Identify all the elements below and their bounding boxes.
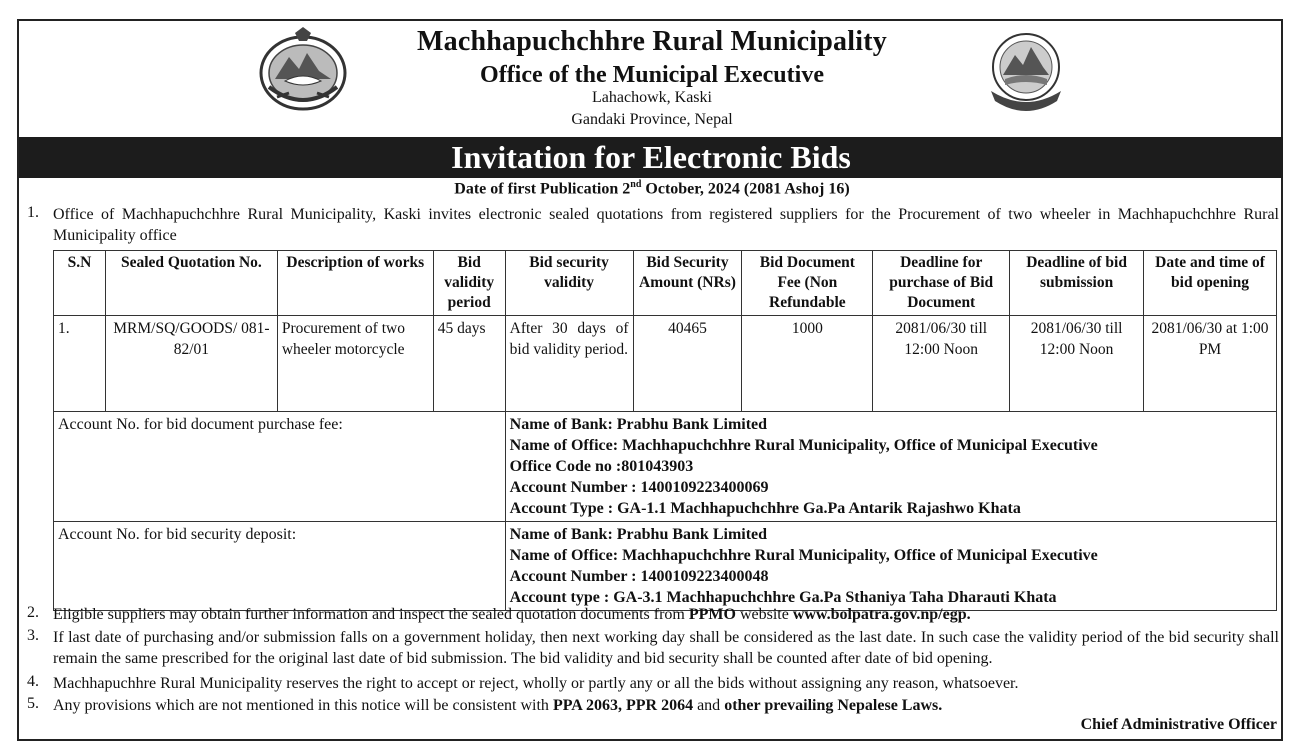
- col-header-submission-deadline: Deadline of bid submission: [1010, 251, 1144, 316]
- item-3-number: 3.: [27, 627, 39, 644]
- account-fee-details: [505, 412, 1276, 522]
- account-fee-bank: Name of Bank: Prabhu Bank Limited: [509, 416, 768, 433]
- signature-title: Chief Administrative Officer: [1080, 716, 1277, 733]
- col-header-opening: Date and time of bid opening: [1144, 251, 1277, 316]
- account-fee-office: Name of Office: Machhapuchchhre Rural Municipality, Office of Municipal Executive: [509, 437, 1098, 454]
- account-fee-office-code: Office Code no :801043903: [509, 458, 694, 475]
- account-fee-type: Account Type : GA-1.1 Machhapuchchhre Ga.Pa Antarik Rajashwo Khata: [509, 500, 1021, 517]
- address-line-1: Lahachowk, Kaski: [592, 89, 712, 106]
- item-2-text: Eligible suppliers may obtain further information and inspect the sealed quotation documents from PPMO website www.bolpatra.gov.np/egp.: [53, 606, 971, 623]
- col-header-security-validity: Bid security validity: [505, 251, 633, 316]
- cell-quotation-no: MRM/SQ/GOODS/ 081-82/01: [105, 316, 277, 412]
- account-security-type: Account type : GA-3.1 Machhapuchchhre Ga.Pa Sthaniya Taha Dharauti Khata: [509, 589, 1057, 606]
- table-header-row: [54, 251, 1277, 316]
- account-fee-label: Account No. for bid document purchase fee:: [54, 412, 506, 522]
- address-line-2: Gandaki Province, Nepal: [571, 111, 733, 128]
- cell-purchase-deadline: 2081/06/30 till 12:00 Noon: [873, 316, 1010, 412]
- cell-submission-deadline: 2081/06/30 till 12:00 Noon: [1010, 316, 1144, 412]
- item-2-number: 2.: [27, 604, 39, 621]
- col-header-purchase-deadline: Deadline for purchase of Bid Document: [873, 251, 1010, 316]
- publication-date: Date of first Publication 2nd October, 2024 (2081 Ashoj 16): [454, 179, 850, 198]
- account-security-label: Account No. for bid security deposit:: [54, 522, 506, 611]
- account-fee-row: [54, 412, 1277, 522]
- item-5-text: Any provisions which are not mentioned in this notice will be consistent with PPA 2063, PPR 2064 and other prevailing Nepalese Laws.: [53, 697, 943, 714]
- item-1-number: 1.: [27, 204, 39, 221]
- cell-sn: 1.: [54, 316, 106, 412]
- cell-doc-fee: 1000: [742, 316, 873, 412]
- account-security-bank: Name of Bank: Prabhu Bank Limited: [509, 526, 768, 543]
- col-header-quotation: Sealed Quotation No.: [105, 251, 277, 316]
- account-security-office: Name of Office: Machhapuchchhre Rural Municipality, Office of Municipal Executive: [509, 547, 1098, 564]
- col-header-validity: Bid validity period: [433, 251, 505, 316]
- notice-banner: Invitation for Electronic Bids: [19, 137, 1283, 178]
- col-header-sn: S.N: [54, 251, 106, 316]
- col-header-security-amount: Bid Security Amount (NRs): [633, 251, 742, 316]
- account-fee-number: Account Number : 1400109223400069: [509, 479, 769, 496]
- table-row: [54, 316, 1277, 412]
- cell-description: Procurement of two wheeler motorcycle: [277, 316, 433, 412]
- account-security-details: [505, 522, 1276, 611]
- cell-security-validity: After 30 days of bid validity period.: [505, 316, 633, 412]
- office-subtitle: Office of the Municipal Executive: [480, 62, 824, 88]
- item-1-text: Office of Machhapuchchhre Rural Municipality, Kaski invites electronic sealed quotations from registered suppliers for the Procurement of two wheeler in Machhapuchchhre Rural Municipality office: [53, 206, 1279, 244]
- account-security-number: Account Number : 1400109223400048: [509, 568, 769, 585]
- item-4-text: Machhapuchhre Rural Municipality reserves the right to accept or reject, wholly or partly any or all the bids without assigning any reason, whatsoever.: [53, 675, 1019, 692]
- account-security-row: [54, 522, 1277, 611]
- cell-security-amount: 40465: [633, 316, 742, 412]
- col-header-description: Description of works: [277, 251, 433, 316]
- bid-table: [53, 250, 1277, 611]
- municipality-title: Machhapuchchhre Rural Municipality: [417, 26, 887, 57]
- col-header-doc-fee: Bid Document Fee (Non Refundable: [742, 251, 873, 316]
- cell-opening: 2081/06/30 at 1:00 PM: [1144, 316, 1277, 412]
- item-4-number: 4.: [27, 673, 39, 690]
- item-3-text: If last date of purchasing and/or submission falls on a government holiday, then next working day shall be considered as the last date. In such case the validity period of the bid security shall remain the same prescribed for the original last date of bid submission. The bid validity and bid security shall be counted after date of bid opening.: [53, 629, 1279, 667]
- item-5-number: 5.: [27, 695, 39, 712]
- cell-validity: 45 days: [433, 316, 505, 412]
